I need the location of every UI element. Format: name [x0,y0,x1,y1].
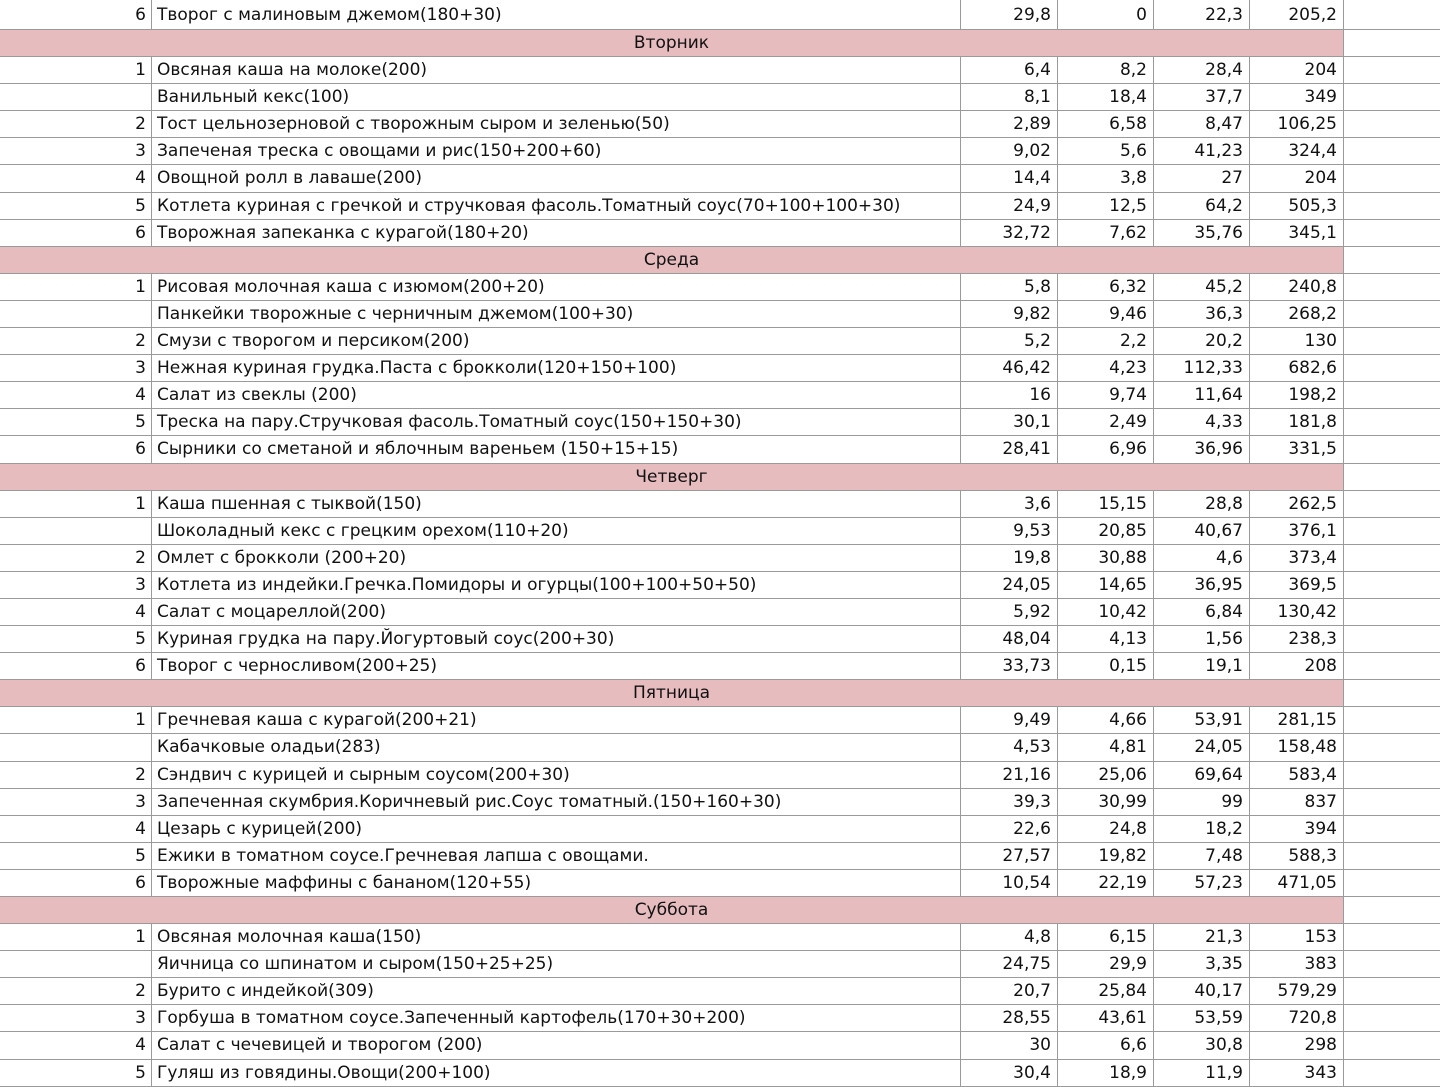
protein-cell: 5,92 [961,599,1058,625]
table-row [0,762,1440,789]
dish-name-cell: Ежики в томатном соусе.Гречневая лапша с овощами. [152,843,961,869]
carbs-cell: 45,2 [1154,274,1250,300]
fat-cell: 5,6 [1058,138,1154,164]
dish-name-cell: Яичница со шпинатом и сыром(150+25+25) [152,951,961,977]
carbs-cell: 35,76 [1154,220,1250,246]
table-row [0,843,1440,870]
table-row [0,355,1440,382]
protein-cell: 4,53 [961,734,1058,760]
fat-cell: 22,19 [1058,870,1154,896]
meal-number-cell: 3 [0,572,152,598]
dish-name-cell: Творожная запеканка с курагой(180+20) [152,220,961,246]
meal-number-cell: 4 [0,165,152,191]
carbs-cell: 69,64 [1154,762,1250,788]
carbs-cell: 40,17 [1154,978,1250,1004]
meal-number-cell: 6 [0,0,152,29]
carbs-cell: 53,59 [1154,1005,1250,1031]
dish-name-cell: Сырники со сметаной и яблочным вареньем (150+15+15) [152,436,961,462]
protein-cell: 29,8 [961,0,1058,29]
meal-number-cell [0,518,152,544]
carbs-cell: 1,56 [1154,626,1250,652]
table-row [0,572,1440,599]
protein-cell: 14,4 [961,165,1058,191]
calories-cell: 837 [1250,789,1344,815]
fat-cell: 20,85 [1058,518,1154,544]
table-row [0,924,1440,951]
table-row [0,0,1440,30]
protein-cell: 9,82 [961,301,1058,327]
table-row [0,789,1440,816]
table-row [0,653,1440,680]
dish-name-cell: Творог с черносливом(200+25) [152,653,961,679]
protein-cell: 32,72 [961,220,1058,246]
day-header-row [0,464,1440,491]
empty-cell [1344,138,1440,164]
empty-cell [1344,951,1440,977]
empty-cell [1344,84,1440,110]
dish-name-cell: Панкейки творожные с черничным джемом(100+30) [152,301,961,327]
dish-name-cell: Тост цельнозерновой с творожным сыром и зеленью(50) [152,111,961,137]
table-row [0,220,1440,247]
meal-number-cell: 2 [0,762,152,788]
protein-cell: 9,53 [961,518,1058,544]
fat-cell: 0 [1058,0,1154,29]
empty-cell [1344,409,1440,435]
dish-name-cell: Творожные маффины с бананом(120+55) [152,870,961,896]
calories-cell: 240,8 [1250,274,1344,300]
protein-cell: 2,89 [961,111,1058,137]
table-row [0,707,1440,734]
day-header-row [0,247,1440,274]
calories-cell: 130 [1250,328,1344,354]
table-row [0,409,1440,436]
dish-name-cell: Запеченная скумбрия.Коричневый рис.Соус томатный.(150+160+30) [152,789,961,815]
empty-cell [1344,599,1440,625]
calories-cell: 324,4 [1250,138,1344,164]
table-row [0,734,1440,761]
fat-cell: 4,13 [1058,626,1154,652]
meal-number-cell [0,301,152,327]
calories-cell: 281,15 [1250,707,1344,733]
fat-cell: 29,9 [1058,951,1154,977]
carbs-cell: 30,8 [1154,1032,1250,1058]
fat-cell: 12,5 [1058,193,1154,219]
calories-cell: 153 [1250,924,1344,950]
fat-cell: 0,15 [1058,653,1154,679]
calories-cell: 298 [1250,1032,1344,1058]
empty-cell [1344,518,1440,544]
meal-number-cell: 3 [0,1005,152,1031]
dish-name-cell: Каша пшенная с тыквой(150) [152,491,961,517]
dish-name-cell: Запеченая треска с овощами и рис(150+200+60) [152,138,961,164]
protein-cell: 6,4 [961,57,1058,83]
calories-cell: 369,5 [1250,572,1344,598]
dish-name-cell: Нежная куриная грудка.Паста с брокколи(120+150+100) [152,355,961,381]
day-header-label: Вторник [0,30,1344,56]
meal-number-cell: 3 [0,789,152,815]
empty-cell [1344,545,1440,571]
carbs-cell: 4,33 [1154,409,1250,435]
meal-number-cell: 3 [0,355,152,381]
day-header-row [0,30,1440,57]
calories-cell: 343 [1250,1060,1344,1086]
dish-name-cell: Творог с малиновым джемом(180+30) [152,0,961,29]
calories-cell: 383 [1250,951,1344,977]
protein-cell: 28,55 [961,1005,1058,1031]
dish-name-cell: Кабачковые оладьи(283) [152,734,961,760]
table-row [0,870,1440,897]
calories-cell: 720,8 [1250,1005,1344,1031]
carbs-cell: 53,91 [1154,707,1250,733]
carbs-cell: 19,1 [1154,653,1250,679]
protein-cell: 28,41 [961,436,1058,462]
fat-cell: 30,88 [1058,545,1154,571]
meal-number-cell: 6 [0,653,152,679]
protein-cell: 20,7 [961,978,1058,1004]
calories-cell: 583,4 [1250,762,1344,788]
calories-cell: 158,48 [1250,734,1344,760]
day-header-label: Среда [0,247,1344,273]
fat-cell: 30,99 [1058,789,1154,815]
fat-cell: 10,42 [1058,599,1154,625]
dish-name-cell: Рисовая молочная каша с изюмом(200+20) [152,274,961,300]
calories-cell: 345,1 [1250,220,1344,246]
protein-cell: 19,8 [961,545,1058,571]
fat-cell: 19,82 [1058,843,1154,869]
carbs-cell: 36,96 [1154,436,1250,462]
table-row [0,978,1440,1005]
calories-cell: 471,05 [1250,870,1344,896]
calories-cell: 204 [1250,165,1344,191]
protein-cell: 33,73 [961,653,1058,679]
empty-cell [1344,436,1440,462]
meal-number-cell: 6 [0,220,152,246]
dish-name-cell: Куриная грудка на пару.Йогуртовый соус(200+30) [152,626,961,652]
fat-cell: 6,15 [1058,924,1154,950]
meal-number-cell: 2 [0,328,152,354]
table-row [0,111,1440,138]
meal-number-cell [0,84,152,110]
meal-number-cell: 5 [0,1060,152,1086]
fat-cell: 6,58 [1058,111,1154,137]
calories-cell: 331,5 [1250,436,1344,462]
fat-cell: 18,4 [1058,84,1154,110]
fat-cell: 18,9 [1058,1060,1154,1086]
protein-cell: 10,54 [961,870,1058,896]
protein-cell: 24,75 [961,951,1058,977]
carbs-cell: 24,05 [1154,734,1250,760]
carbs-cell: 6,84 [1154,599,1250,625]
carbs-cell: 27 [1154,165,1250,191]
carbs-cell: 11,9 [1154,1060,1250,1086]
table-row [0,57,1440,84]
calories-cell: 394 [1250,816,1344,842]
protein-cell: 16 [961,382,1058,408]
meal-number-cell: 2 [0,545,152,571]
protein-cell: 8,1 [961,84,1058,110]
meal-number-cell: 3 [0,138,152,164]
fat-cell: 3,8 [1058,165,1154,191]
table-row [0,382,1440,409]
carbs-cell: 64,2 [1154,193,1250,219]
empty-cell [1344,789,1440,815]
day-header-row [0,680,1440,707]
dish-name-cell: Смузи с творогом и персиком(200) [152,328,961,354]
dish-name-cell: Горбуша в томатном соусе.Запеченный картофель(170+30+200) [152,1005,961,1031]
empty-cell [1344,328,1440,354]
empty-cell [1344,707,1440,733]
table-row [0,545,1440,572]
calories-cell: 349 [1250,84,1344,110]
carbs-cell: 28,8 [1154,491,1250,517]
protein-cell: 39,3 [961,789,1058,815]
carbs-cell: 41,23 [1154,138,1250,164]
calories-cell: 106,25 [1250,111,1344,137]
table-row [0,274,1440,301]
calories-cell: 198,2 [1250,382,1344,408]
carbs-cell: 36,95 [1154,572,1250,598]
empty-cell [1344,924,1440,950]
fat-cell: 8,2 [1058,57,1154,83]
fat-cell: 2,2 [1058,328,1154,354]
carbs-cell: 4,6 [1154,545,1250,571]
calories-cell: 579,29 [1250,978,1344,1004]
calories-cell: 205,2 [1250,0,1344,29]
empty-cell [1344,734,1440,760]
protein-cell: 9,49 [961,707,1058,733]
fat-cell: 4,66 [1058,707,1154,733]
meal-number-cell: 6 [0,870,152,896]
meal-number-cell: 4 [0,816,152,842]
fat-cell: 25,84 [1058,978,1154,1004]
dish-name-cell: Котлета куриная с гречкой и стручковая фасоль.Томатный соус(70+100+100+30) [152,193,961,219]
meal-number-cell: 5 [0,193,152,219]
empty-cell [1344,1005,1440,1031]
calories-cell: 376,1 [1250,518,1344,544]
empty-cell [1344,165,1440,191]
dish-name-cell: Гуляш из говядины.Овощи(200+100) [152,1060,961,1086]
empty-cell [1344,816,1440,842]
table-row [0,491,1440,518]
empty-cell [1344,301,1440,327]
dish-name-cell: Треска на пару.Стручковая фасоль.Томатный соус(150+150+30) [152,409,961,435]
carbs-cell: 21,3 [1154,924,1250,950]
empty-cell [1344,111,1440,137]
empty-cell [1344,220,1440,246]
empty-cell [1344,626,1440,652]
protein-cell: 30,4 [961,1060,1058,1086]
protein-cell: 3,6 [961,491,1058,517]
carbs-cell: 28,4 [1154,57,1250,83]
calories-cell: 238,3 [1250,626,1344,652]
calories-cell: 682,6 [1250,355,1344,381]
meal-number-cell: 1 [0,924,152,950]
protein-cell: 24,05 [961,572,1058,598]
day-header-label: Четверг [0,464,1344,490]
dish-name-cell: Ванильный кекс(100) [152,84,961,110]
fat-cell: 24,8 [1058,816,1154,842]
carbs-cell: 57,23 [1154,870,1250,896]
protein-cell: 24,9 [961,193,1058,219]
protein-cell: 9,02 [961,138,1058,164]
meal-number-cell [0,734,152,760]
table-row [0,328,1440,355]
fat-cell: 15,15 [1058,491,1154,517]
meal-number-cell: 5 [0,626,152,652]
empty-cell [1344,0,1440,29]
fat-cell: 4,23 [1058,355,1154,381]
empty-cell [1344,1032,1440,1058]
dish-name-cell: Котлета из индейки.Гречка.Помидоры и огурцы(100+100+50+50) [152,572,961,598]
dish-name-cell: Салат из свеклы (200) [152,382,961,408]
meal-number-cell: 5 [0,843,152,869]
fat-cell: 7,62 [1058,220,1154,246]
fat-cell: 4,81 [1058,734,1154,760]
calories-cell: 373,4 [1250,545,1344,571]
meal-number-cell: 1 [0,707,152,733]
protein-cell: 30 [961,1032,1058,1058]
table-row [0,951,1440,978]
fat-cell: 43,61 [1058,1005,1154,1031]
meal-number-cell: 4 [0,382,152,408]
carbs-cell: 18,2 [1154,816,1250,842]
protein-cell: 22,6 [961,816,1058,842]
empty-cell [1344,274,1440,300]
fat-cell: 9,74 [1058,382,1154,408]
calories-cell: 181,8 [1250,409,1344,435]
carbs-cell: 22,3 [1154,0,1250,29]
empty-cell [1344,870,1440,896]
dish-name-cell: Овощной ролл в лаваше(200) [152,165,961,191]
dish-name-cell: Сэндвич с курицей и сырным соусом(200+30) [152,762,961,788]
protein-cell: 5,8 [961,274,1058,300]
table-row [0,599,1440,626]
dish-name-cell: Овсяная каша на молоке(200) [152,57,961,83]
empty-cell [1344,382,1440,408]
dish-name-cell: Бурито с индейкой(309) [152,978,961,1004]
table-row [0,193,1440,220]
fat-cell: 2,49 [1058,409,1154,435]
calories-cell: 268,2 [1250,301,1344,327]
dish-name-cell: Салат с чечевицей и творогом (200) [152,1032,961,1058]
table-row [0,138,1440,165]
day-header-row [0,897,1440,924]
carbs-cell: 11,64 [1154,382,1250,408]
empty-cell [1344,762,1440,788]
dish-name-cell: Омлет с брокколи (200+20) [152,545,961,571]
calories-cell: 588,3 [1250,843,1344,869]
protein-cell: 5,2 [961,328,1058,354]
fat-cell: 9,46 [1058,301,1154,327]
day-header-label: Пятница [0,680,1344,706]
meal-number-cell: 1 [0,57,152,83]
table-row [0,816,1440,843]
table-row [0,84,1440,111]
table-row [0,165,1440,192]
dish-name-cell: Гречневая каша с курагой(200+21) [152,707,961,733]
calories-cell: 130,42 [1250,599,1344,625]
meal-number-cell: 2 [0,978,152,1004]
carbs-cell: 99 [1154,789,1250,815]
table-row [0,301,1440,328]
day-header-label: Суббота [0,897,1344,923]
dish-name-cell: Шоколадный кекс с грецким орехом(110+20) [152,518,961,544]
fat-cell: 6,96 [1058,436,1154,462]
empty-cell [1344,572,1440,598]
empty-cell [1344,843,1440,869]
empty-cell [1344,1060,1440,1086]
dish-name-cell: Овсяная молочная каша(150) [152,924,961,950]
empty-cell [1344,355,1440,381]
table-row [0,518,1440,545]
empty-cell [1344,57,1440,83]
empty-cell [1344,193,1440,219]
protein-cell: 48,04 [961,626,1058,652]
calories-cell: 262,5 [1250,491,1344,517]
protein-cell: 27,57 [961,843,1058,869]
carbs-cell: 3,35 [1154,951,1250,977]
meal-number-cell [0,951,152,977]
meal-number-cell: 5 [0,409,152,435]
protein-cell: 30,1 [961,409,1058,435]
carbs-cell: 36,3 [1154,301,1250,327]
table-row [0,436,1440,463]
carbs-cell: 20,2 [1154,328,1250,354]
carbs-cell: 7,48 [1154,843,1250,869]
protein-cell: 21,16 [961,762,1058,788]
protein-cell: 4,8 [961,924,1058,950]
meal-number-cell: 1 [0,491,152,517]
fat-cell: 6,6 [1058,1032,1154,1058]
empty-cell [1344,491,1440,517]
empty-cell [1344,978,1440,1004]
meal-number-cell: 4 [0,1032,152,1058]
dish-name-cell: Салат с моцареллой(200) [152,599,961,625]
carbs-cell: 112,33 [1154,355,1250,381]
empty-cell [1344,653,1440,679]
table-row [0,1060,1440,1087]
table-row [0,1032,1440,1059]
meal-number-cell: 6 [0,436,152,462]
calories-cell: 505,3 [1250,193,1344,219]
calories-cell: 204 [1250,57,1344,83]
table-row [0,1005,1440,1032]
meal-number-cell: 1 [0,274,152,300]
fat-cell: 6,32 [1058,274,1154,300]
table-row [0,626,1440,653]
carbs-cell: 8,47 [1154,111,1250,137]
carbs-cell: 37,7 [1154,84,1250,110]
meal-number-cell: 2 [0,111,152,137]
fat-cell: 14,65 [1058,572,1154,598]
dish-name-cell: Цезарь с курицей(200) [152,816,961,842]
meal-number-cell: 4 [0,599,152,625]
protein-cell: 46,42 [961,355,1058,381]
carbs-cell: 40,67 [1154,518,1250,544]
calories-cell: 208 [1250,653,1344,679]
fat-cell: 25,06 [1058,762,1154,788]
